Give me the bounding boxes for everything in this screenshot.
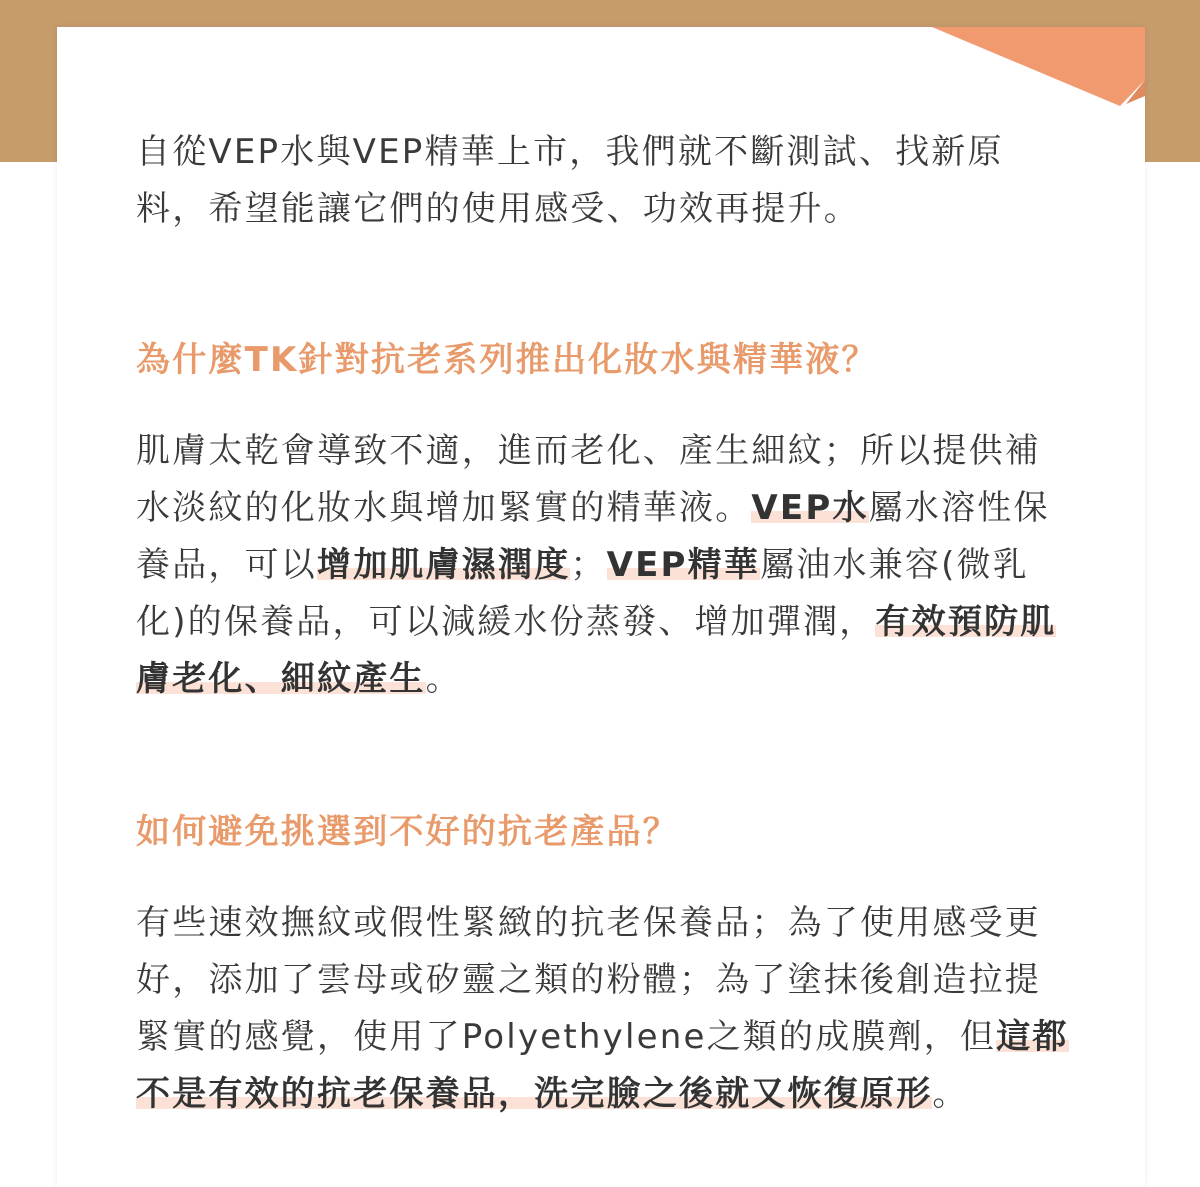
section1-text-3: ；: [570, 545, 607, 585]
highlight-not-effective: 這都不是有效的抗老保養品，洗完臉之後就又恢復原形: [136, 1017, 1069, 1114]
section1-text-5: 。: [425, 659, 462, 699]
section1-text-1: 肌膚太乾會導致不適，進而老化、產生細紋；所以提供補水淡紋的化妝水與增加緊實的精華液。: [136, 431, 1041, 528]
article-body: [136, 124, 1076, 1123]
intro-text: 自從VEP水與VEP精華上市，我們就不斷測試、找新原料，希望能讓它們的使用感受、功效再提升。: [136, 132, 1004, 229]
section2-paragraph: [136, 895, 1076, 1123]
highlight-prevent-aging: 有效預防肌膚老化、細紋產生: [136, 602, 1057, 699]
section1-text-4: 屬油水兼容(微乳化)的保養品，可以減緩水份蒸發、增加彈潤，: [136, 545, 1029, 642]
intro-paragraph: [136, 124, 1076, 238]
section1-paragraph: [136, 423, 1076, 708]
section1-heading: 為什麼TK針對抗老系列推出化妝水與精華液？: [136, 340, 878, 380]
highlight-increase-moisture: 增加肌膚濕潤度: [317, 545, 571, 585]
highlight-vep-water: VEP水: [751, 488, 869, 528]
section1-text-2: 屬水溶性保養品，可以: [136, 488, 1050, 585]
section2-text-2: 。: [932, 1074, 969, 1114]
highlight-vep-essence: VEP精華: [606, 545, 761, 585]
section2-text-1: 有些速效撫紋或假性緊緻的抗老保養品；為了使用感受更好，添加了雲母或矽靈之類的粉體；為了塗抹後創造拉提緊實的感覺，使用了Polyethylene之類的成膜劑，但: [136, 903, 1041, 1057]
section2-heading: 如何避免挑選到不好的抗老產品？: [136, 812, 679, 852]
